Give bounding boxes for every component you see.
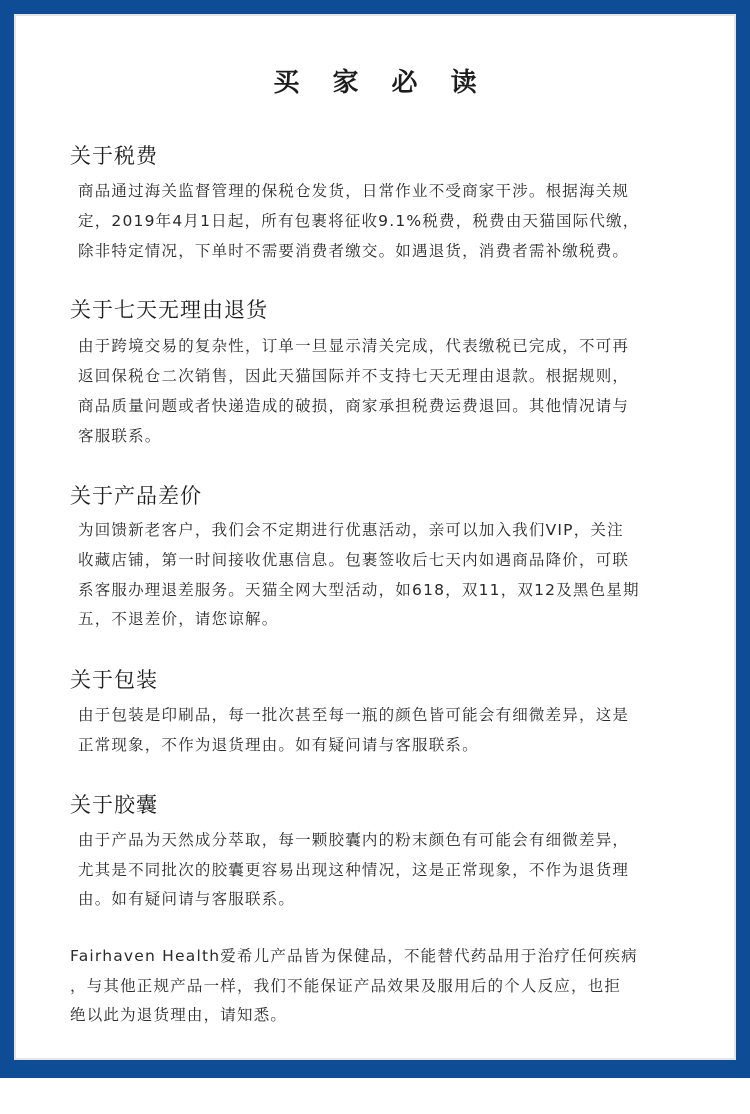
section-returns-line: 客服联系。 bbox=[78, 427, 162, 445]
section-heading-packaging: 关于包装 bbox=[70, 668, 158, 692]
section-price-line: 系客服办理退差服务。天猫全网大型活动，如618，双11，双12及黑色星期 bbox=[78, 581, 640, 599]
section-returns-line: 商品质量问题或者快递造成的破损，商家承担税费运费退回。其他情况请与 bbox=[78, 397, 630, 415]
section-heading-capsules: 关于胶囊 bbox=[70, 793, 158, 817]
section-price-line: 五，不退差价，请您谅解。 bbox=[78, 610, 279, 628]
section-packaging-line: 正常现象，不作为退货理由。如有疑问请与客服联系。 bbox=[78, 736, 479, 754]
section-capsules-line: 尤其是不同批次的胶囊更容易出现这种情况，这是正常现象，不作为退货理 bbox=[78, 861, 630, 879]
section-capsules-line: 由。如有疑问请与客服联系。 bbox=[78, 890, 296, 908]
section-capsules-line: 由于产品为天然成分萃取，每一颗胶囊内的粉末颜色有可能会有细微差异， bbox=[78, 831, 630, 849]
section-packaging-line: 由于包装是印刷品，每一批次甚至每一瓶的颜色皆可能会有细微差异，这是 bbox=[78, 706, 630, 724]
section-tax-line: 定，2019年4月1日起，所有包裹将征收9.1%税费，税费由天猫国际代缴， bbox=[78, 212, 640, 230]
footer-disclaimer-line: Fairhaven Health爱希儿产品皆为保健品，不能替代药品用于治疗任何疾病 bbox=[70, 947, 638, 965]
section-heading-returns: 关于七天无理由退货 bbox=[70, 298, 268, 322]
section-tax-line: 商品通过海关监督管理的保税仓发货，日常作业不受商家干涉。根据海关规 bbox=[78, 182, 630, 200]
section-price-line: 收藏店铺，第一时间接收优惠信息。包裹签收后七天内如遇商品降价，可联 bbox=[78, 551, 630, 569]
section-price-line: 为回馈新老客户，我们会不定期进行优惠活动，亲可以加入我们VIP，关注 bbox=[78, 521, 624, 539]
section-heading-tax: 关于税费 bbox=[70, 144, 158, 168]
footer-disclaimer-line: 绝以此为退货理由，请知悉。 bbox=[70, 1006, 288, 1024]
footer-disclaimer-line: ，与其他正规产品一样，我们不能保证产品效果及服用后的个人反应，也拒 bbox=[70, 977, 622, 995]
section-returns-line: 返回保税仓二次销售，因此天猫国际并不支持七天无理由退款。根据规则， bbox=[78, 367, 630, 385]
section-returns-line: 由于跨境交易的复杂性，订单一旦显示清关完成，代表缴税已完成，不可再 bbox=[78, 337, 630, 355]
page-title: 买 家 必 读 bbox=[273, 68, 489, 98]
section-tax-line: 除非特定情况，下单时不需要消费者缴交。如遇退货，消费者需补缴税费。 bbox=[78, 242, 630, 260]
section-heading-price-difference: 关于产品差价 bbox=[70, 484, 202, 508]
